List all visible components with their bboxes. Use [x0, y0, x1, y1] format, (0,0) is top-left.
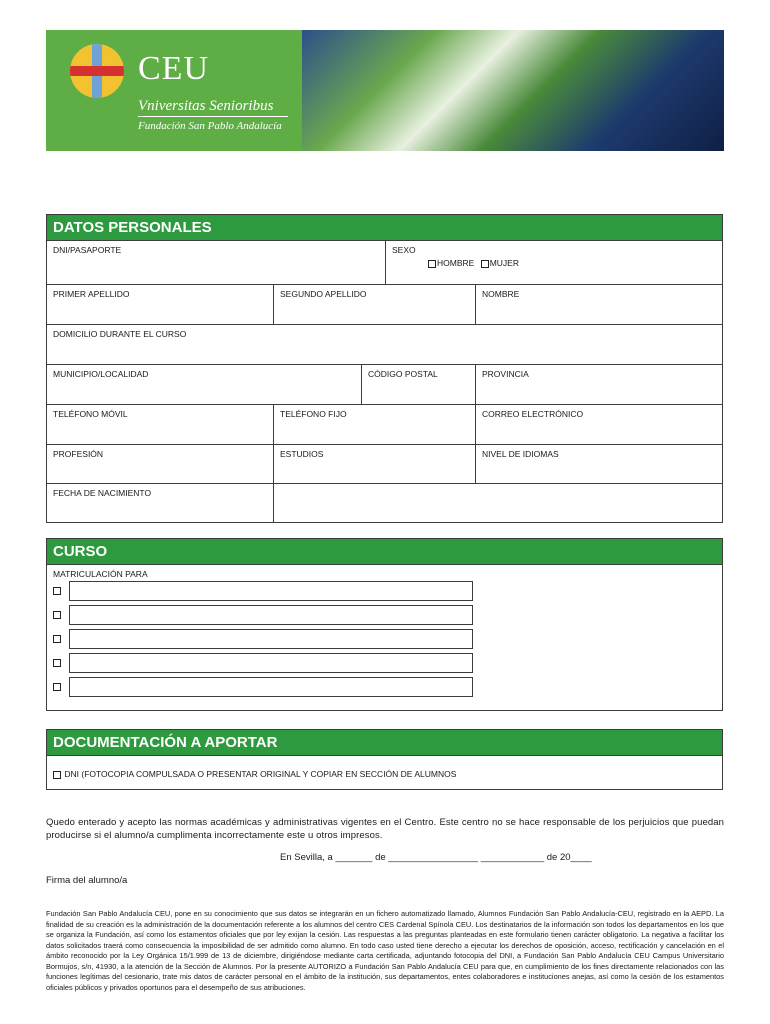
privacy-notice: Fundación San Pablo Andalucía CEU, pone en su conocimiento que sus datos se integrarán en un fichero automatizado llamado, Alumnos Fundación San Pablo Andalucía-CEU, registrado en la AEPD. La finalidad de su creación es la administración de la documentación referente a los alumnos del centro CES Cardenal Spínola CEU. Los destinatarios de la información son todos los departamentos en los que se organiza la Fundación, así como los estamentos oficiales que por ley exijan la cesión. Las respuestas a las preguntas planteadas en este formulario tienen carácter obligatorio. La negativa a facilitar los datos solicitados traerá como consecuencia la imposibilidad de ser admitido como alumno. En todo caso usted tiene derecho a ejecutar los derechos de oposición, acceso, rectificación y cancelación en el ámbito reconocido por la Ley Orgánica 15/1.999 de 13 de diciembre, dirigiéndose mediante carta certificada, adjuntando fotocopia del DNI, a Fundación San Pablo Andalucía CEU Campus Universitario Bormujos, s/n, 41930, a la atención de la Sección de Alumnos. Por la presente AUTORIZO a Fundación San Pablo Andalucía CEU para que, en cumplimiento de los fines directamente relacionados con las funciones legítimas del cesionario, trate mis datos de carácter personal en el ámbito de la institución, sus departamentos, entes colaboradores e instituciones anejas, así como la cesión de los estamentos oficiales públicos y privados oportunos para el desempeño de sus atribuciones.: [46, 909, 724, 992]
nombre-field[interactable]: NOMBRE: [475, 285, 722, 324]
curso-checkbox[interactable]: [53, 659, 61, 667]
section-title: DOCUMENTACIÓN A APORTAR: [46, 729, 723, 755]
curso-input[interactable]: [69, 677, 473, 697]
documentacion-body: [46, 755, 723, 790]
hombre-checkbox[interactable]: [428, 260, 436, 268]
curso-checkbox[interactable]: [53, 635, 61, 643]
dni-field[interactable]: DNI/PASAPORTE: [53, 245, 122, 255]
curso-checkbox[interactable]: [53, 587, 61, 595]
acceptance-statement: Quedo enterado y acepto las normas académicas y administrativas vigentes en el Centro. Este centro no se hace responsable de los perjuicios que puedan producirse si el alumno/a cumplimenta incorrectamente este u otros impresos.: [46, 817, 724, 841]
curso-row: [53, 605, 473, 625]
section-title: CURSO: [46, 538, 723, 564]
curso-row: [53, 653, 473, 673]
header-artwork: [302, 30, 724, 151]
matriculacion-label: MATRICULACIÓN PARA: [53, 569, 148, 579]
curso-input[interactable]: [69, 629, 473, 649]
hombre-label: HOMBRE: [437, 258, 475, 268]
curso-input[interactable]: [69, 581, 473, 601]
domicilio-field[interactable]: DOMICILIO DURANTE EL CURSO: [53, 329, 187, 339]
curso-checkbox[interactable]: [53, 683, 61, 691]
dni-doc-label: DNI (FOTOCOPIA COMPULSADA O PRESENTAR ORIGINAL Y COPIAR EN SECCIÓN DE ALUMNOS: [64, 769, 457, 779]
curso-input[interactable]: [69, 605, 473, 625]
correo-field[interactable]: CORREO ELECTRÓNICO: [475, 405, 722, 444]
curso-row: [53, 581, 473, 601]
curso-input[interactable]: [69, 653, 473, 673]
profesion-field[interactable]: PROFESIÓN: [53, 449, 104, 459]
personal-data-grid: [46, 240, 723, 523]
mujer-checkbox[interactable]: [481, 260, 489, 268]
curso-row: [53, 677, 473, 697]
sexo-field: SEXO HOMBRE MUJER: [385, 241, 722, 284]
municipio-field[interactable]: MUNICIPIO/LOCALIDAD: [53, 369, 149, 379]
mujer-label: MUJER: [489, 258, 519, 268]
telefono-fijo-field[interactable]: TELÉFONO FIJO: [273, 405, 475, 444]
header-banner: [46, 30, 724, 151]
segundo-apellido-field[interactable]: SEGUNDO APELLIDO: [273, 285, 475, 324]
date-line: En Sevilla, a _______ de _________________ ____________ de 20____: [280, 852, 592, 863]
curso-section: [46, 538, 723, 711]
codigo-postal-field[interactable]: CÓDIGO POSTAL: [361, 365, 475, 404]
logo-subtitle: Vniversitas Senioribus: [138, 98, 274, 114]
section-title: DATOS PERSONALES: [46, 214, 723, 240]
curso-checkbox[interactable]: [53, 611, 61, 619]
provincia-field[interactable]: PROVINCIA: [475, 365, 722, 404]
estudios-field[interactable]: ESTUDIOS: [273, 445, 475, 483]
telefono-movil-field[interactable]: TELÉFONO MÓVIL: [53, 409, 128, 419]
primer-apellido-field[interactable]: PRIMER APELLIDO: [53, 289, 130, 299]
idiomas-field[interactable]: NIVEL DE IDIOMAS: [475, 445, 722, 483]
datos-personales-section: [46, 214, 723, 523]
curso-body: [46, 564, 723, 711]
documentacion-section: [46, 729, 723, 790]
dni-doc-checkbox[interactable]: [53, 771, 61, 779]
curso-row: [53, 629, 473, 649]
logo-panel: [46, 30, 302, 151]
ceu-emblem-icon: [70, 44, 124, 98]
logo-title: CEU: [138, 50, 209, 87]
nacimiento-value[interactable]: [273, 484, 722, 522]
nacimiento-field[interactable]: FECHA DE NACIMIENTO: [53, 488, 152, 498]
logo-divider: [138, 116, 288, 117]
signature-label: Firma del alumno/a: [46, 875, 128, 886]
logo-foundation: Fundación San Pablo Andalucía: [138, 120, 282, 132]
